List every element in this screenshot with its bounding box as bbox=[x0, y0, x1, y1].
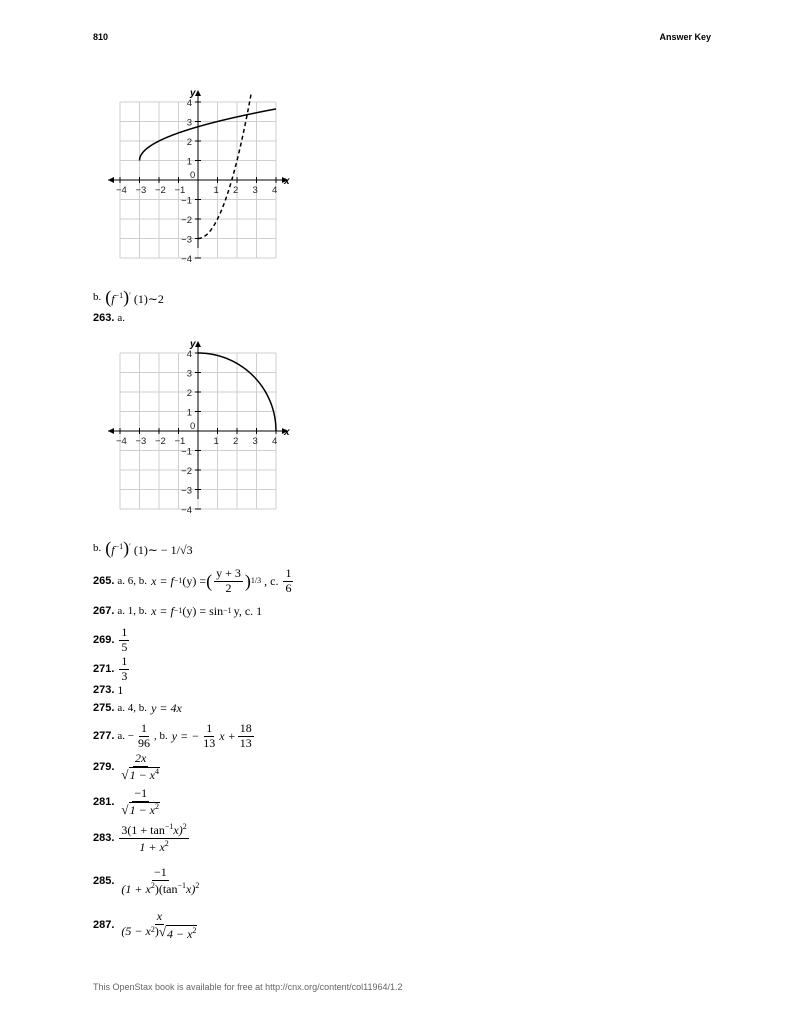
fraction: $\frac{y + 3}{2}$ bbox=[216, 566, 241, 595]
item-number: 285. bbox=[93, 874, 115, 887]
graph-263a-svg bbox=[100, 335, 300, 525]
curve-1 bbox=[140, 109, 277, 161]
math-text: (y) = sin bbox=[182, 604, 224, 618]
answer-267 bbox=[93, 605, 262, 617]
answer-273 bbox=[93, 684, 123, 696]
answer-281 bbox=[93, 787, 164, 818]
y-tick-label: 4 bbox=[186, 349, 192, 360]
y-tick-label: −1 bbox=[181, 195, 192, 207]
answer-275 bbox=[93, 702, 182, 714]
x-tick-label: 2 bbox=[233, 436, 239, 447]
x-tick-label: −1 bbox=[174, 436, 186, 447]
x-tick-label: −2 bbox=[155, 436, 166, 447]
y-tick-label: 1 bbox=[186, 156, 192, 168]
graph-263a bbox=[100, 335, 300, 525]
x-tick-label: −2 bbox=[155, 185, 166, 196]
fraction: x (5 − x 2 ) √ $4 - x^2$ bbox=[121, 909, 197, 941]
y-tick-label: 1 bbox=[186, 407, 192, 419]
part-label: a. bbox=[117, 312, 126, 324]
y-tick-label: −3 bbox=[181, 485, 192, 497]
x-tick-label: −3 bbox=[135, 185, 147, 196]
math-text: , c. bbox=[264, 574, 279, 589]
y-tick-label: 2 bbox=[186, 388, 192, 399]
x-tick-label: 2 bbox=[233, 185, 239, 196]
x-axis-label: x bbox=[284, 427, 290, 438]
fraction: $\frac{-1}{√1 - x^2}$ bbox=[121, 786, 159, 817]
item-number: 263. bbox=[93, 312, 115, 324]
section-title: Answer Key bbox=[659, 32, 711, 42]
answer-263b-expr: $(f^{-1})'$ (1)∼ − 1/√3 bbox=[105, 538, 193, 558]
y-tick-label: −1 bbox=[181, 446, 192, 458]
curve-2 bbox=[198, 92, 251, 238]
answer-271 bbox=[93, 655, 131, 684]
math-sup: −1 bbox=[173, 606, 183, 615]
x-axis-arrow-left bbox=[108, 428, 114, 434]
y-tick-label: −3 bbox=[181, 234, 192, 246]
y-tick-label: 4 bbox=[186, 98, 192, 109]
y-axis-label: y bbox=[190, 339, 196, 350]
math-sup: 1/3 bbox=[250, 576, 262, 586]
item-number: 265. bbox=[93, 574, 115, 587]
y-axis-label: y bbox=[190, 88, 196, 99]
math-text: y = − bbox=[171, 729, 200, 744]
x-axis-arrow-left bbox=[108, 177, 114, 183]
x-tick-label: 1 bbox=[213, 185, 219, 196]
fraction: $\frac{2x}{√1 - x^4}$ bbox=[121, 751, 159, 782]
answer-262b bbox=[93, 288, 164, 306]
y-axis-arrow bbox=[195, 341, 201, 347]
x-tick-label: 0 bbox=[190, 170, 196, 181]
item-number: 273. bbox=[93, 683, 115, 696]
math-text: x = f bbox=[151, 604, 174, 618]
fraction: $\frac{1}{96}$ bbox=[138, 721, 151, 750]
graph-262a-svg bbox=[100, 84, 300, 274]
item-number: 277. bbox=[93, 729, 115, 742]
item-number: 269. bbox=[93, 633, 115, 646]
answer-262b-expr: $(f^{-1})'$ (1)∼2 bbox=[105, 287, 164, 307]
y-tick-label: 3 bbox=[186, 368, 192, 380]
answer-text: a. 6, b. bbox=[117, 574, 148, 587]
answer-value: 1 bbox=[117, 683, 124, 697]
x-tick-label: −3 bbox=[135, 436, 147, 447]
item-number: 275. bbox=[93, 701, 115, 714]
answer-text: a. 4, b. bbox=[117, 701, 148, 714]
answer-text: a. − bbox=[117, 729, 135, 742]
page-number: 810 bbox=[93, 32, 109, 42]
x-tick-label: −1 bbox=[174, 185, 186, 196]
x-tick-label: −4 bbox=[116, 185, 127, 196]
footer-text: This OpenStax book is available for free at http://cnx.org/content/col11964/1.2 bbox=[93, 982, 403, 992]
fraction: $\frac{-1}{(1 + x^2)(\tan^{-1}x)^2}$ bbox=[121, 865, 200, 896]
x-tick-label: 4 bbox=[272, 436, 278, 447]
math-text: x = f bbox=[151, 574, 174, 589]
y-axis-arrow bbox=[195, 90, 201, 96]
math-text: x + bbox=[219, 729, 236, 744]
fraction: $\frac{1}{3}$ bbox=[121, 654, 128, 683]
answer-285 bbox=[93, 866, 203, 897]
item-number: 281. bbox=[93, 795, 115, 808]
fraction: $\frac{3(1 + \tan^{-1}x)^2}{1 + x^2}$ bbox=[121, 822, 187, 854]
answer-287 bbox=[93, 910, 201, 942]
x-tick-label: 3 bbox=[252, 185, 258, 196]
item-number: 279. bbox=[93, 760, 115, 773]
y-tick-label: −2 bbox=[181, 215, 192, 226]
math-text: (y) = bbox=[182, 574, 207, 589]
item-263 bbox=[93, 313, 129, 324]
x-tick-label: 4 bbox=[272, 185, 278, 196]
answer-265: 265. a. 6, b. x = f −1 (y) = ( $\frac{y + 3}{2}$ ) 1/3 , c. $\frac{1}{6}$ bbox=[93, 566, 292, 595]
item-number: 267. bbox=[93, 604, 115, 617]
fraction: $\frac{1}{5}$ bbox=[121, 625, 128, 654]
y-tick-label: −2 bbox=[181, 466, 192, 477]
math-sup: −1 bbox=[173, 576, 183, 586]
answer-279 bbox=[93, 752, 164, 783]
y-tick-label: −4 bbox=[181, 505, 192, 516]
item-number: 283. bbox=[93, 831, 115, 844]
answer-283 bbox=[93, 822, 191, 855]
fraction: $\frac{18}{13}$ bbox=[239, 721, 252, 750]
fraction: $\frac{1}{6}$ bbox=[285, 566, 292, 595]
x-tick-label: 0 bbox=[190, 421, 196, 432]
math-sup: −1 bbox=[223, 606, 232, 615]
fraction: $\frac{1}{13}$ bbox=[203, 721, 216, 750]
x-tick-label: 1 bbox=[213, 436, 219, 447]
part-label: b. bbox=[93, 541, 102, 554]
item-number: 271. bbox=[93, 662, 115, 675]
part-label: b. bbox=[93, 290, 102, 303]
math-text: y = 4x bbox=[151, 701, 182, 715]
answer-text: a. 1, b. bbox=[117, 604, 148, 617]
x-axis-label: x bbox=[284, 176, 290, 187]
x-tick-label: −4 bbox=[116, 436, 127, 447]
answer-263b bbox=[93, 539, 193, 557]
answer-277 bbox=[93, 722, 256, 751]
answer-text: , b. bbox=[154, 729, 168, 742]
math-text: y, c. 1 bbox=[233, 604, 263, 618]
item-number: 287. bbox=[93, 919, 115, 932]
y-tick-label: −4 bbox=[181, 254, 192, 265]
answer-269 bbox=[93, 626, 131, 655]
x-tick-label: 3 bbox=[252, 436, 258, 447]
y-tick-label: 2 bbox=[186, 137, 192, 148]
y-tick-label: 3 bbox=[186, 117, 192, 129]
graph-262a bbox=[100, 84, 300, 274]
